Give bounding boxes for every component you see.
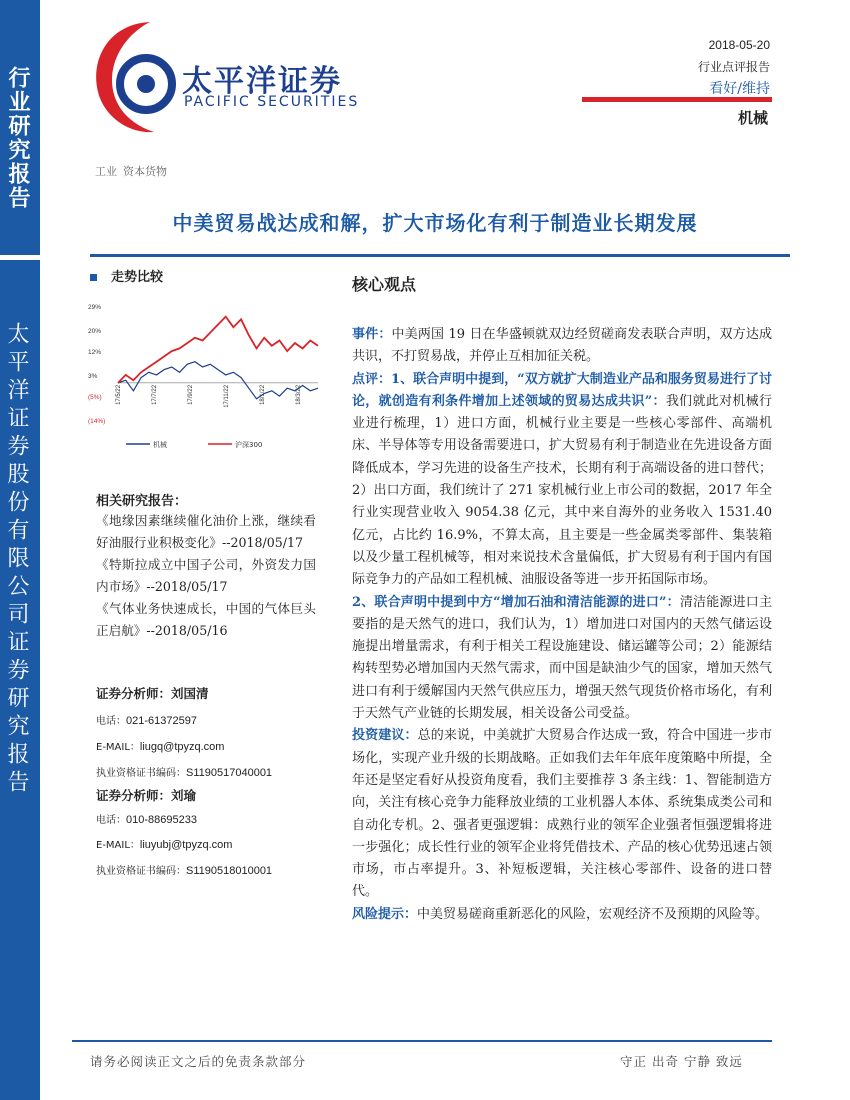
paragraph-event: 事件：中美两国 19 日在华盛顿就双边经贸磋商发表联合声明，双方达成共识，不打贸易战，并停止互相加征关税。 — [352, 327, 772, 365]
x-tick-label: 17/5/22 — [116, 384, 122, 405]
footer-motto: 守正 出奇 宁静 致远 — [620, 1054, 743, 1069]
y-tick-label: 29% — [88, 304, 102, 311]
header-accent-line — [582, 97, 772, 102]
logo-en-name: PACIFIC SECURITIES — [184, 94, 360, 110]
logo-cn-name: 太平洋证券 — [182, 64, 342, 99]
trend-chart — [86, 292, 326, 462]
related-report-item: 《特斯拉成立中国子公司，外资发力国内市场》--2018/05/17 — [96, 557, 316, 594]
company-logo — [88, 18, 368, 138]
footer-divider — [72, 1040, 772, 1042]
analyst-2-name: 刘瑜 — [171, 788, 197, 803]
logo-mark-icon — [88, 18, 183, 138]
report-type: 行业点评报告 — [697, 60, 770, 74]
analyst-1-title: 证券分析师：刘国清 — [96, 686, 209, 701]
footer-disclaimer: 请务必阅读正文之后的免责条款部分 — [90, 1054, 307, 1069]
related-research-list — [96, 510, 316, 642]
analyst-1-name: 刘国清 — [171, 686, 209, 701]
breadcrumb-item: 工业 — [95, 165, 117, 178]
x-tick-label: 18/3/22 — [296, 384, 302, 405]
x-tick-label: 17/7/22 — [152, 384, 158, 405]
paragraph-comment-1: 点评：1、联合声明中提到，“双方就扩大制造业产品和服务贸易进行了讨论，就创造有利条件增加上述领域的贸易达成共识”：我们就此对机械行业进行梳理，1）进口方面，机械行业主要是一些核心零部件、高端机床、半导体等专用设备需要进口，扩大贸易有利于制造业在先进设备方面降低成本，学习先进的设备生产技术，长期有利于高端设备的进口替代；2）出口方面，我们统计了 271 家机械行业上市公司的数据，2017 年全行业实现营业收入 9054.38 亿元，其中来自海外的业务收入 1531.40 亿元，占比约 16.9%，不算太高，且主要是一些金属类零部件、集装箱以及少量工程机械等，相对来说技术含量偏低，扩大贸易有利于国内有国际竞争力的产品如工程机械、油服设备等进一步开拓国际市场。 — [352, 371, 772, 588]
legend-label: 沪深300 — [235, 441, 263, 449]
x-tick-label: 17/11/22 — [224, 384, 230, 408]
analyst-2-title: 证券分析师：刘瑜 — [96, 788, 197, 803]
rating: 看好/维持 — [709, 81, 770, 97]
trend-heading — [90, 266, 163, 285]
trend-heading-text: 走势比较 — [111, 270, 164, 285]
breadcrumb-item: 资本货物 — [123, 165, 167, 178]
sector: 机械 — [737, 109, 768, 127]
related-research-heading: 相关研究报告： — [96, 494, 188, 509]
breadcrumb — [95, 163, 167, 179]
paragraph-investment-advice: 投资建议：总的来说，中美就扩大贸易合作达成一致，符合中国进一步市场化，实现产业升级的长期战略。正如我们去年年底年度策略中所提，全年还是坚定看好从投资角度看，我们主要推荐 3 条主线：1、智能制造方向，关注有核心竞争力能释放业绩的工业机器人本体、系统集成类公司和自动化专机。2、强者更强逻辑：成熟行业的领军企业强者恒强逻辑将进一步强化；成长性行业的领军企业将凭借技术、产品的核心优势迅速占领市场，市占率提升。3、补短板逻辑，关注核心零部件、设备的进口替代。 — [352, 728, 772, 900]
sidebar-report-category: 行业研究报告 — [5, 66, 31, 210]
paragraph-comment-2: 2、联合声明中提到中方“增加石油和清洁能源的进口”：清洁能源进口主要指的是天然气的进口，我们认为，1）增加进口对国内的天然气储运设施提出增量需求，有利于相关工程设施建设、储运罐等公司；2）能源结构转型势必增加国内天然气需求，而中国是缺油少气的国家，增加天然气进口有利于缓解国内天然气供应压力，增强天然气现货价格市场化，有利于天然气产业链的长期发展，相关设备公司受益。 — [352, 594, 772, 722]
analyst-1-phone: 电话：021-61372597 — [96, 715, 197, 727]
analyst-1-cert: 执业资格证书编码：S1190517040001 — [96, 767, 273, 779]
core-view-heading: 核心观点 — [352, 275, 417, 294]
y-tick-label: 20% — [88, 327, 102, 335]
y-tick-label: (14%) — [88, 418, 106, 425]
report-date: 2018-05-20 — [708, 38, 770, 52]
analyst-2-cert: 执业资格证书编码：S1190518010001 — [96, 865, 273, 877]
sidebar-bottom-band — [0, 260, 40, 1100]
title-divider — [90, 254, 790, 257]
analyst-2-email[interactable]: E-MAIL：liuyubj@tpyzq.com — [96, 839, 233, 851]
trend-chart-svg — [86, 292, 326, 462]
analyst-1-email[interactable]: E-MAIL：liugq@tpyzq.com — [96, 741, 225, 753]
related-report-item: 《地缘因素继续催化油价上涨，继续看好油服行业积极变化》--2018/05/17 — [96, 513, 316, 550]
sidebar-top-band — [0, 0, 40, 255]
page-title: 中美贸易战达成和解，扩大市场化有利于制造业长期发展 — [172, 211, 698, 235]
legend-label: 机械 — [153, 441, 167, 449]
paragraph-risk-warning: 风险提示：中美贸易磋商重新恶化的风险，宏观经济不及预期的风险等。 — [352, 906, 769, 922]
sidebar-company-name: 太平洋证券股份有限公司证券研究报告 — [4, 322, 29, 798]
y-tick-label: 12% — [88, 349, 102, 357]
y-tick-label: (5%) — [88, 394, 102, 402]
analyst-2-phone: 电话：010-88695233 — [96, 814, 197, 826]
related-report-item: 《气体业务快速成长，中国的气体巨头正启航》--2018/05/16 — [96, 601, 316, 638]
y-tick-label: 3% — [88, 372, 98, 380]
core-view-body — [352, 324, 772, 926]
bullet-square-icon — [90, 274, 97, 281]
x-tick-label: 17/9/22 — [188, 384, 194, 405]
x-tick-label: 18/1/22 — [260, 384, 266, 405]
